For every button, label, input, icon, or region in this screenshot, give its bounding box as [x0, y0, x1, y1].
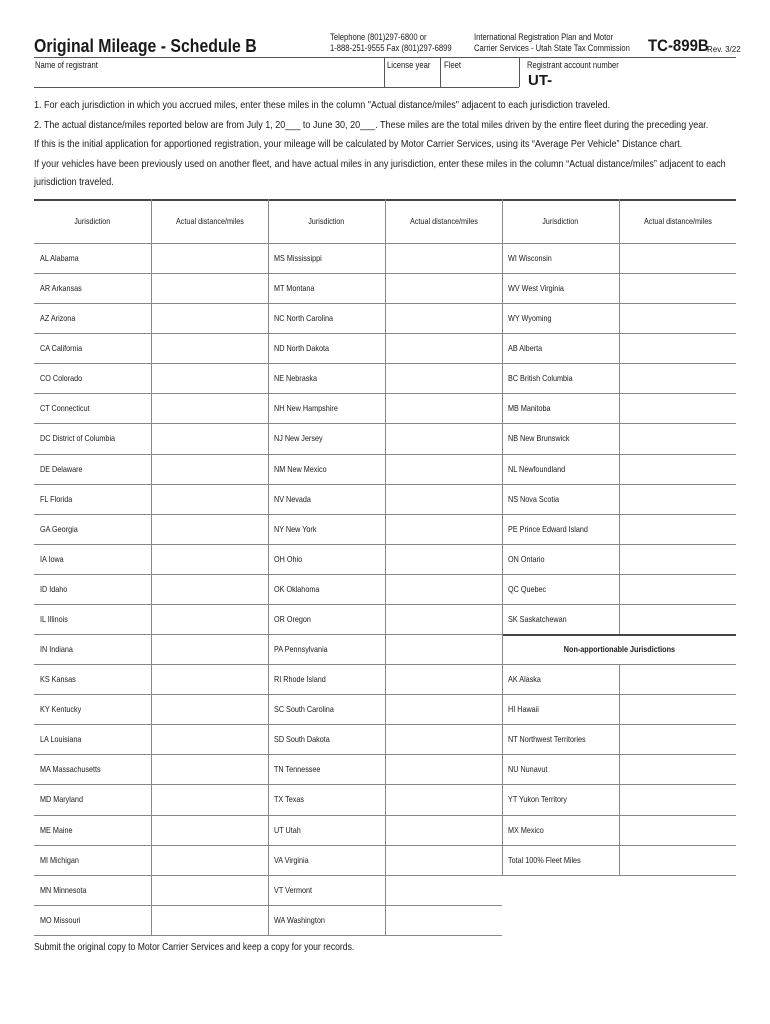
jurisdiction-cell: IA Iowa [40, 553, 64, 564]
jurisdiction-cell: NH New Hampshire [274, 403, 338, 414]
registrant-rule [34, 87, 519, 88]
agency-line-1: International Registration Plan and Motor [474, 32, 614, 42]
license-year-label: License year [387, 60, 431, 70]
distance-input[interactable] [386, 334, 501, 362]
distance-input[interactable] [152, 545, 267, 573]
registrant-field[interactable] [36, 70, 381, 85]
agency-line-2: Carrier Services - Utah State Tax Commission [474, 43, 630, 53]
distance-input[interactable] [620, 274, 735, 302]
jurisdiction-cell: VT Vermont [274, 884, 313, 895]
jurisdiction-cell: WV West Virginia [508, 283, 564, 294]
distance-input[interactable] [620, 364, 735, 392]
distance-input[interactable] [620, 816, 735, 844]
fleet-label: Fleet [444, 60, 462, 70]
distance-input[interactable] [152, 725, 267, 753]
submission-note: Submit the original copy to Motor Carrier Services and keep a copy for your records. [34, 942, 355, 953]
account-divider [519, 57, 520, 87]
jurisdiction-cell: WA Washington [274, 914, 325, 925]
distance-input[interactable] [386, 846, 501, 874]
jurisdiction-cell: PA Pennsylvania [274, 644, 328, 655]
distance-input[interactable] [386, 394, 501, 422]
distance-input[interactable] [386, 725, 501, 753]
distance-input[interactable] [386, 906, 501, 934]
col2-distance-header: Actual distance/miles [409, 216, 478, 226]
distance-input[interactable] [386, 424, 501, 452]
distance-input[interactable] [620, 485, 735, 513]
jurisdiction-cell: HI Hawaii [508, 704, 539, 715]
distance-input[interactable] [620, 695, 735, 723]
distance-input[interactable] [386, 364, 501, 392]
distance-input[interactable] [152, 695, 267, 723]
form-title: Original Mileage - Schedule B [34, 36, 257, 56]
row-rule [268, 935, 502, 936]
jurisdiction-cell: CA California [40, 343, 83, 354]
jurisdiction-cell: ND North Dakota [274, 343, 330, 354]
jurisdiction-cell: NL Newfoundland [508, 463, 566, 474]
distance-input[interactable] [152, 785, 267, 813]
jurisdiction-cell: AR Arkansas [40, 283, 82, 294]
distance-input[interactable] [620, 575, 735, 603]
jurisdiction-cell: AK Alaska [508, 674, 541, 685]
distance-input[interactable] [152, 665, 267, 693]
jurisdiction-cell: NV Nevada [274, 493, 311, 504]
distance-input[interactable] [152, 605, 267, 633]
non-apportionable-heading: Non-apportionable Jurisdictions [563, 644, 675, 655]
distance-input[interactable] [152, 394, 267, 422]
jurisdiction-cell: NM New Mexico [274, 463, 327, 474]
jurisdiction-cell: ON Ontario [508, 553, 545, 564]
distance-input[interactable] [386, 605, 501, 633]
jurisdiction-cell: NU Nunavut [508, 764, 548, 775]
jurisdiction-cell: UT Utah [274, 824, 301, 835]
jurisdiction-cell: CO Colorado [40, 373, 83, 384]
col-divider [502, 199, 503, 875]
instruction-2: 2. The actual distance/miles reported below are from July 1, 20___ to June 30, 20___. These miles are the total miles driven by the entire fleet during the preceding year. [34, 119, 709, 131]
jurisdiction-cell: TX Texas [274, 794, 304, 805]
jurisdiction-cell: NB New Brunswick [508, 433, 570, 444]
distance-input[interactable] [152, 485, 267, 513]
instruction-3: If this is the initial application for apportioned registration, your mileage will be calculated by Motor Carrier Services, using its “Average Per Vehicle” Distance chart. [34, 138, 683, 150]
distance-input[interactable] [386, 635, 501, 663]
jurisdiction-cell: WI Wisconsin [508, 253, 552, 263]
distance-input[interactable] [386, 876, 501, 904]
license-year-field[interactable] [386, 70, 438, 85]
distance-input[interactable] [386, 545, 501, 573]
jurisdiction-cell: OK Oklahoma [274, 583, 320, 594]
jurisdiction-cell: MD Maryland [40, 794, 83, 805]
license-divider [384, 57, 385, 87]
jurisdiction-cell: NS Nova Scotia [508, 493, 559, 504]
fleet-field[interactable] [442, 70, 517, 85]
jurisdiction-cell: CT Connecticut [40, 403, 90, 414]
jurisdiction-cell: MN Minnesota [40, 884, 87, 895]
jurisdiction-cell: NY New York [274, 523, 317, 534]
distance-input[interactable] [620, 394, 735, 422]
jurisdiction-cell: ID Idaho [40, 583, 68, 594]
distance-input[interactable] [386, 785, 501, 813]
distance-input[interactable] [386, 274, 501, 302]
total-fleet-miles-input[interactable] [620, 846, 735, 874]
distance-input[interactable] [152, 846, 267, 874]
jurisdiction-cell: MB Manitoba [508, 403, 551, 414]
fleet-divider [440, 57, 441, 87]
jurisdiction-cell: NE Nebraska [274, 373, 317, 384]
total-fleet-miles-label: Total 100% Fleet Miles [508, 854, 581, 865]
distance-input[interactable] [620, 334, 735, 362]
jurisdiction-cell: KY Kentucky [40, 704, 82, 715]
header-rule [34, 57, 736, 58]
distance-input[interactable] [152, 575, 267, 603]
distance-input[interactable] [620, 755, 735, 783]
col2-jurisdiction-header: Jurisdiction [308, 216, 345, 226]
jurisdiction-cell: NJ New Jersey [274, 433, 323, 444]
jurisdiction-cell: LA Louisiana [40, 734, 82, 745]
jurisdiction-cell: IL Illinois [40, 613, 68, 624]
distance-input[interactable] [386, 575, 501, 603]
form-number: TC-899B [648, 36, 709, 55]
jurisdiction-cell: OH Ohio [274, 553, 303, 564]
jurisdiction-cell: QC Quebec [508, 583, 547, 594]
jurisdiction-cell: MS Mississippi [274, 253, 322, 263]
jurisdiction-cell: SC South Carolina [274, 704, 334, 715]
phone-line-2: 1-888-251-9555 Fax (801)297-6899 [330, 43, 452, 53]
distance-input[interactable] [620, 455, 735, 483]
phone-line-1: Telephone (801)297-6800 or [330, 32, 427, 42]
instruction-5: jurisdiction traveled. [34, 176, 114, 188]
distance-input[interactable] [152, 515, 267, 543]
col-divider [151, 199, 152, 935]
jurisdiction-cell: MA Massachusetts [40, 764, 101, 775]
distance-input[interactable] [620, 605, 735, 633]
jurisdiction-cell: WY Wyoming [508, 313, 552, 324]
row-rule [502, 875, 736, 876]
jurisdiction-cell: KS Kansas [40, 674, 76, 685]
account-prefix: UT- [528, 72, 553, 89]
distance-input[interactable] [152, 635, 267, 663]
registrant-label: Name of registrant [35, 60, 98, 70]
distance-input[interactable] [152, 816, 267, 844]
jurisdiction-cell: SD South Dakota [274, 734, 330, 745]
col1-distance-header: Actual distance/miles [175, 216, 244, 226]
distance-input[interactable] [152, 906, 267, 934]
form-revision: Rev. 3/22 [707, 45, 741, 54]
jurisdiction-cell: GA Georgia [40, 523, 78, 534]
jurisdiction-cell: SK Saskatchewan [508, 613, 567, 624]
jurisdiction-cell: DC District of Columbia [40, 433, 116, 444]
distance-input[interactable] [386, 755, 501, 783]
jurisdiction-cell: BC British Columbia [508, 373, 573, 384]
distance-input[interactable] [152, 876, 267, 904]
distance-input[interactable] [152, 334, 267, 362]
col-divider [619, 199, 620, 634]
col3-jurisdiction-header: Jurisdiction [542, 216, 579, 226]
distance-input[interactable] [386, 304, 501, 332]
jurisdiction-cell: TN Tennessee [274, 764, 321, 775]
distance-input[interactable] [620, 665, 735, 693]
jurisdiction-cell: MX Mexico [508, 824, 544, 835]
jurisdiction-cell: MI Michigan [40, 854, 79, 865]
jurisdiction-cell: VA Virginia [274, 854, 309, 865]
distance-input[interactable] [620, 785, 735, 813]
distance-input[interactable] [152, 455, 267, 483]
jurisdiction-cell: NT Northwest Territories [508, 734, 586, 745]
distance-input[interactable] [386, 244, 501, 272]
distance-input[interactable] [620, 545, 735, 573]
col3-distance-header: Actual distance/miles [643, 216, 712, 226]
distance-input[interactable] [620, 424, 735, 452]
distance-input[interactable] [386, 665, 501, 693]
mileage-table [34, 199, 736, 932]
account-label: Registrant account number [527, 60, 619, 70]
jurisdiction-cell: IN Indiana [40, 644, 73, 655]
distance-input[interactable] [386, 485, 501, 513]
jurisdiction-cell: AB Alberta [508, 343, 543, 354]
distance-input[interactable] [386, 816, 501, 844]
distance-input[interactable] [152, 424, 267, 452]
jurisdiction-cell: DE Delaware [40, 463, 83, 474]
distance-input[interactable] [620, 304, 735, 332]
instruction-4: If your vehicles have been previously used on another fleet, and have actual miles in any jurisdiction, enter these miles in the column “Actual distance/miles” adjacent to each [34, 158, 726, 170]
distance-input[interactable] [386, 515, 501, 543]
col-divider [619, 664, 620, 875]
distance-input[interactable] [152, 304, 267, 332]
jurisdiction-cell: MO Missouri [40, 914, 81, 925]
distance-input[interactable] [152, 244, 267, 272]
distance-input[interactable] [386, 695, 501, 723]
jurisdiction-cell: ME Maine [40, 824, 73, 835]
col-divider [268, 199, 269, 935]
distance-input[interactable] [620, 515, 735, 543]
distance-input[interactable] [386, 455, 501, 483]
account-field[interactable] [552, 70, 732, 87]
row-rule [34, 935, 268, 936]
jurisdiction-cell: AZ Arizona [40, 313, 76, 324]
jurisdiction-cell: AL Alabama [40, 253, 79, 263]
distance-input[interactable] [152, 274, 267, 302]
col-divider [385, 199, 386, 935]
jurisdiction-cell: YT Yukon Territory [508, 794, 568, 805]
jurisdiction-cell: OR Oregon [274, 613, 311, 624]
jurisdiction-cell: NC North Carolina [274, 313, 334, 324]
distance-input[interactable] [620, 725, 735, 753]
distance-input[interactable] [620, 244, 735, 272]
jurisdiction-cell: MT Montana [274, 283, 315, 294]
col1-jurisdiction-header: Jurisdiction [74, 216, 111, 226]
distance-input[interactable] [152, 755, 267, 783]
jurisdiction-cell: PE Prince Edward Island [508, 523, 588, 534]
jurisdiction-cell: FL Florida [40, 493, 73, 504]
jurisdiction-cell: RI Rhode Island [274, 674, 326, 685]
instruction-1: 1. For each jurisdiction in which you accrued miles, enter these miles in the column "Actual distance/miles" adjacent to each jurisdiction traveled. [34, 99, 611, 111]
distance-input[interactable] [152, 364, 267, 392]
